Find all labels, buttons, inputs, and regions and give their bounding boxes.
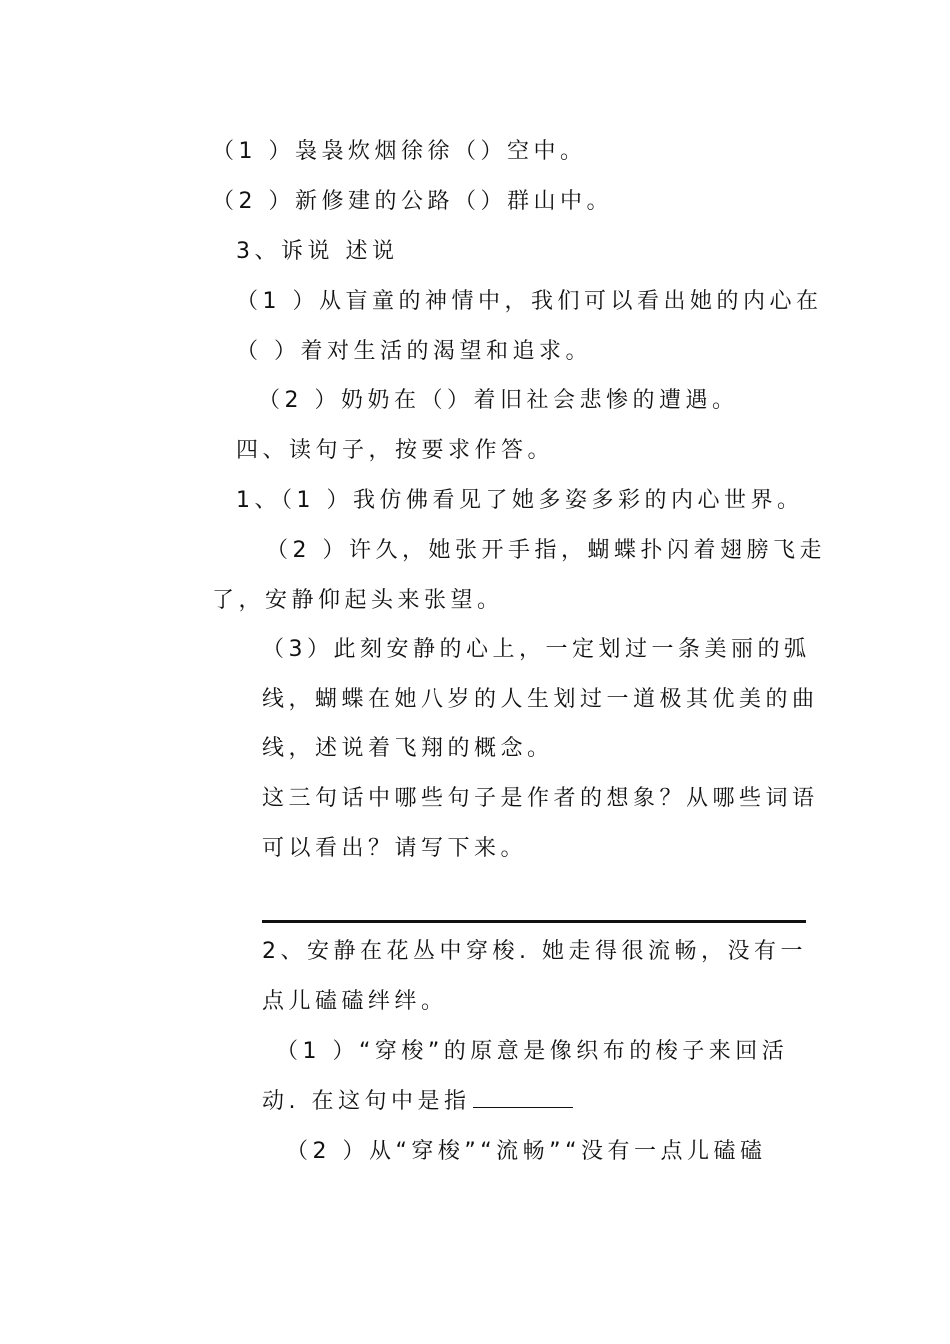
text-line: （3）此刻安静的心上，一定划过一条美丽的弧 (262, 637, 811, 662)
text-line: （2 ）新修建的公路（）群山中。 (212, 189, 613, 214)
question-line (262, 1087, 573, 1117)
section-heading: 四、读句子，按要求作答。 (236, 438, 555, 463)
text-line: （ ）着对生活的渴望和追求。 (236, 339, 592, 364)
fill-in-blank[interactable] (473, 1087, 573, 1108)
text-line: （2 ）许久，她张开手指，蝴蝶扑闪着翅膀飞走 (266, 538, 826, 563)
answer-line[interactable] (262, 920, 806, 923)
text-line: 了，安静仰起头来张望。 (212, 588, 504, 613)
question-line: 可以看出？请写下来。 (262, 836, 528, 861)
section-heading: 3、诉说 述说 (236, 239, 399, 264)
text-line: （2 ）奶奶在（）着旧社会悲惨的遭遇。 (258, 388, 739, 413)
text-line: 2、安静在花丛中穿梭. 她走得很流畅，没有一 (262, 939, 807, 964)
question-line: 这三句话中哪些句子是作者的想象？从哪些词语 (262, 786, 819, 811)
text-line: （1 ）从盲童的神情中，我们可以看出她的内心在 (236, 289, 823, 314)
text-line: 1、（1 ）我仿佛看见了她多姿多彩的内心世界。 (236, 488, 804, 513)
question-text: 动. 在这句中是指 (262, 1089, 471, 1114)
text-line: （1 ）“穿梭”的原意是像织布的梭子来回活 (276, 1039, 789, 1064)
text-line: 线，蝴蝶在她八岁的人生划过一道极其优美的曲 (262, 687, 819, 712)
text-line: 线，述说着飞翔的概念。 (262, 736, 554, 761)
text-line: （1 ）袅袅炊烟徐徐（）空中。 (212, 139, 587, 164)
text-line: 点儿磕磕绊绊。 (262, 989, 448, 1014)
text-line: （2 ）从“穿梭”“流畅”“没有一点儿磕磕 (286, 1139, 767, 1164)
